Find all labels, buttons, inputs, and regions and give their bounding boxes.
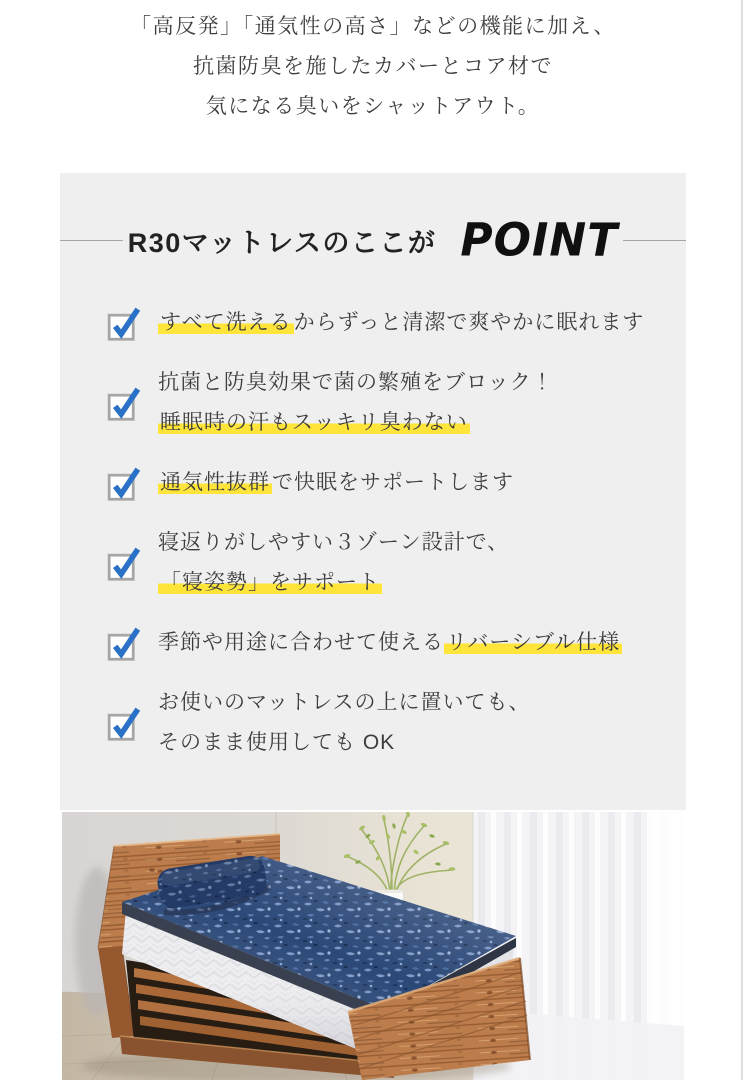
checklist-item bbox=[105, 363, 668, 443]
intro-line-3: 気になる臭いをシャットアウト。 bbox=[205, 95, 541, 118]
checkbox-checked-icon bbox=[105, 305, 142, 342]
point-heading-en: POINT bbox=[460, 213, 619, 267]
checkbox-checked-icon bbox=[105, 625, 142, 662]
checklist-line bbox=[158, 723, 668, 763]
bed-photo bbox=[62, 812, 684, 1080]
checklist-line bbox=[158, 623, 668, 663]
checklist-line bbox=[158, 463, 668, 503]
plain-text: で快眠をサポートします bbox=[272, 471, 514, 494]
checklist-line bbox=[158, 523, 668, 563]
bed-photo-illustration bbox=[62, 812, 684, 1080]
checklist-line bbox=[158, 683, 668, 723]
checkbox-checked-icon bbox=[105, 465, 142, 502]
checklist-line bbox=[158, 403, 668, 443]
highlighted-text: 通気性抜群 bbox=[160, 471, 270, 494]
plain-text: そのまま使用しても OK bbox=[158, 731, 396, 754]
checkbox-checked-icon bbox=[105, 705, 142, 742]
item-text bbox=[158, 303, 668, 343]
checkbox-checked-icon bbox=[105, 545, 142, 582]
plain-text: お使いのマットレスの上に置いても、 bbox=[158, 691, 531, 714]
point-heading-jp: R30マットレスのここが bbox=[127, 227, 437, 258]
point-section bbox=[60, 173, 686, 810]
intro-line-2: 抗菌防臭を施したカバーとコア材で bbox=[193, 55, 553, 78]
intro-line-1: 「高反発」「通気性の高さ」などの機能に加え、 bbox=[130, 15, 616, 38]
heading-left-rule bbox=[60, 240, 123, 241]
highlighted-text: 「寝姿勢」をサポート bbox=[160, 571, 380, 594]
highlighted-text: リバーシブル仕様 bbox=[446, 631, 621, 654]
point-heading bbox=[60, 213, 686, 267]
item-text bbox=[158, 683, 668, 763]
checklist-line bbox=[158, 303, 668, 343]
item-text bbox=[158, 523, 668, 603]
plain-text: 抗菌と防臭効果で菌の繁殖をブロック！ bbox=[158, 371, 554, 394]
heading-right-rule bbox=[623, 240, 686, 241]
checklist-item bbox=[105, 303, 668, 343]
checklist-line bbox=[158, 563, 668, 603]
plain-text: からずっと清潔で爽やかに眠れます bbox=[293, 311, 645, 334]
heading-text-group bbox=[123, 215, 623, 266]
page-right-border bbox=[741, 0, 743, 1080]
point-checklist bbox=[60, 303, 686, 763]
highlighted-text: すべて洗える bbox=[160, 311, 292, 334]
item-text bbox=[158, 463, 668, 503]
checkbox-checked-icon bbox=[105, 385, 142, 422]
checklist-item bbox=[105, 623, 668, 663]
item-text bbox=[158, 363, 668, 443]
checklist-item bbox=[105, 463, 668, 503]
checklist-item bbox=[105, 523, 668, 603]
item-text bbox=[158, 623, 668, 663]
plain-text: 寝返りがしやすい３ゾーン設計で、 bbox=[158, 531, 510, 554]
highlighted-text: 睡眠時の汗もスッキリ臭わない bbox=[160, 411, 468, 434]
intro-copy bbox=[0, 0, 746, 127]
checklist-line bbox=[158, 363, 668, 403]
plain-text: 季節や用途に合わせて使える bbox=[158, 631, 444, 654]
checklist-item bbox=[105, 683, 668, 763]
